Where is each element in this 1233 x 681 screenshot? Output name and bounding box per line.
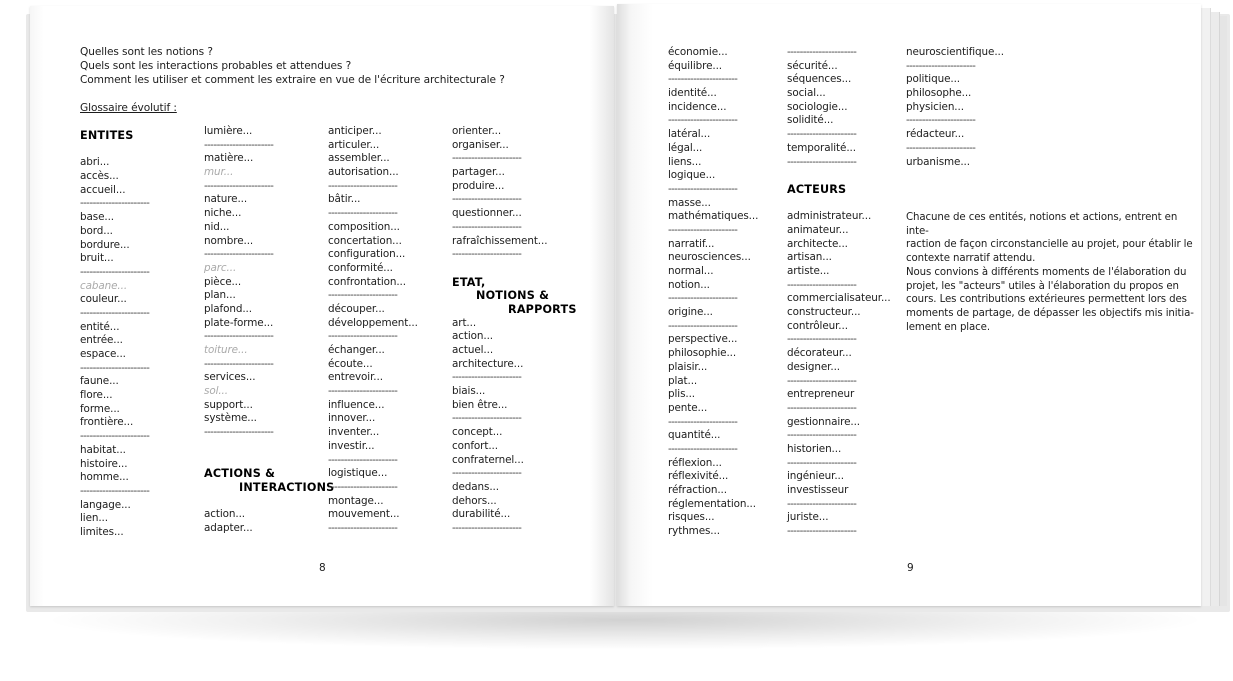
glossary-term: investir... <box>328 439 375 452</box>
separator-line: ---------------------- <box>787 497 857 510</box>
glossary-term: lien... <box>80 512 108 525</box>
glossary-term: forme... <box>80 402 120 415</box>
glossary-term: découper... <box>328 302 385 315</box>
separator-line: ---------------------- <box>668 319 738 332</box>
glossary-term: réglementation... <box>668 497 756 510</box>
glossary-term: plaisir... <box>668 360 708 373</box>
separator-line: ---------------------- <box>328 289 398 302</box>
glossary-term: frontière... <box>80 416 134 429</box>
glossary-term: cabane... <box>80 279 128 292</box>
glossary-term: autorisation... <box>328 166 399 179</box>
glossary-term: faune... <box>80 375 119 388</box>
spacer <box>80 143 149 157</box>
glossary-term: plan... <box>204 289 236 302</box>
glossary-term: matière... <box>204 152 254 165</box>
glossary-term: animateur... <box>787 223 849 236</box>
glossary-term: logistique... <box>328 467 388 480</box>
glossary-term: nombre... <box>204 234 254 247</box>
glossary-term: historien... <box>787 442 842 455</box>
glossary-column-entites <box>80 129 149 540</box>
glossary-term: normal... <box>668 265 714 277</box>
glossary-term: confort... <box>452 439 498 452</box>
glossary-term: liens... <box>668 155 702 168</box>
separator-line: ---------------------- <box>787 401 857 414</box>
section-heading: NOTIONS & <box>476 289 550 303</box>
glossary-term: risques... <box>668 511 715 524</box>
separator-line: ---------------------- <box>787 278 857 291</box>
separator-line: ---------------------- <box>787 155 857 168</box>
glossary-term: abri... <box>80 156 110 169</box>
glossary-term: limites... <box>80 525 124 538</box>
glossary-term: quantité... <box>668 429 721 442</box>
glossary-term: pièce... <box>204 275 242 288</box>
glossary-term: dehors... <box>452 494 497 507</box>
glossary-term: entrepreneur <box>787 388 855 401</box>
separator-line: ---------------------- <box>328 385 398 398</box>
glossary-term: constructeur... <box>787 306 861 319</box>
glossary-term: incidence... <box>668 100 727 113</box>
glossary-term: nature... <box>204 193 248 206</box>
separator-line: ---------------------- <box>787 333 857 346</box>
glossary-term: neurosciences... <box>668 251 751 264</box>
separator-line: ---------------------- <box>204 330 274 343</box>
glossary-term: temporalité... <box>787 141 856 154</box>
glossary-term: nid... <box>204 220 230 233</box>
glossary-term: séquences... <box>787 73 852 86</box>
spacer <box>452 262 577 276</box>
glossary-term: lumière... <box>204 125 253 137</box>
glossary-term: parc... <box>204 261 237 274</box>
separator-line: ---------------------- <box>452 467 522 480</box>
glossary-term: bruit... <box>80 252 114 265</box>
separator-line: ---------------------- <box>80 361 150 374</box>
glossary-term: services... <box>204 371 256 384</box>
separator-line: ---------------------- <box>668 415 738 428</box>
separator-line: ---------------------- <box>787 456 857 469</box>
glossary-term: plafond... <box>204 302 252 315</box>
separator-line: ---------------------- <box>204 248 274 261</box>
glossary-term: organiser... <box>452 138 509 151</box>
glossary-term: bâtir... <box>328 193 361 206</box>
separator-line: ---------------------- <box>787 374 857 387</box>
separator-line: ---------------------- <box>668 442 738 455</box>
glossary-term: concept... <box>452 426 503 439</box>
glossary-term: confraternel... <box>452 453 524 466</box>
glossary-term: accès... <box>80 170 119 183</box>
separator-line: ---------------------- <box>452 371 522 384</box>
glossary-term: décorateur... <box>787 347 852 360</box>
glossary-term: influence... <box>328 398 385 411</box>
spacer <box>204 495 334 509</box>
glossary-term: social... <box>787 87 826 100</box>
separator-line: ---------------------- <box>668 292 738 305</box>
glossary-term: bien être... <box>452 398 508 411</box>
glossary-term: philosophie... <box>668 347 737 360</box>
section-heading: INTERACTIONS <box>239 480 335 494</box>
separator-line: ---------------------- <box>328 453 398 466</box>
glossary-term: développement... <box>328 316 418 329</box>
glossary-term: confrontation... <box>328 275 406 288</box>
separator-line: ---------------------- <box>668 114 738 127</box>
separator-line: ---------------------- <box>204 138 274 151</box>
right-page <box>617 4 1201 606</box>
glossary-term: biais... <box>452 385 486 398</box>
glossary-term: espace... <box>80 348 126 360</box>
glossary-term: plis... <box>668 388 695 401</box>
section-heading: ETAT, <box>452 275 486 289</box>
glossary-term: plat... <box>668 374 698 387</box>
glossary-term: langage... <box>80 498 131 511</box>
glossary-term: ingénieur... <box>787 470 844 483</box>
intro-paragraph-2: Nous convions à différents moments de l'élaboration du projet, les "acteurs" utiles à l'élaboration du propos en cours. Les contributions extérieures permettent lors des moments de partage, de dépasser les objectifs mis initia- lement en place. <box>906 267 1194 333</box>
glossary-column-5 <box>668 46 758 539</box>
glossary-term: questionner... <box>452 207 522 220</box>
glossary-term: articuler... <box>328 138 380 151</box>
separator-line: ---------------------- <box>452 412 522 425</box>
section-heading: ACTIONS & <box>204 467 276 481</box>
glossary-term: niche... <box>204 207 242 220</box>
separator-line: ---------------------- <box>328 330 398 343</box>
spacer <box>787 197 891 211</box>
glossary-term: anticiper... <box>328 125 382 137</box>
page-number: 9 <box>907 562 914 574</box>
glossary-term: inventer... <box>328 426 380 439</box>
separator-line: ---------------------- <box>80 484 150 497</box>
glossary-term: architecture... <box>452 357 524 370</box>
glossary-term: accueil... <box>80 183 126 196</box>
separator-line: ---------------------- <box>204 426 274 439</box>
separator-line: ---------------------- <box>787 525 857 538</box>
glossary-term: produire... <box>452 179 505 192</box>
separator-line: ---------------------- <box>452 220 522 233</box>
glossary-term: art... <box>452 316 477 329</box>
glossary-term: innover... <box>328 412 376 425</box>
glossary-term: designer... <box>787 360 840 373</box>
glossary-column-2 <box>204 125 334 536</box>
glossary-term: commercialisateur... <box>787 292 891 305</box>
glossary-term: solidité... <box>787 114 834 127</box>
question-2: Quels sont les interactions probables et attendues ? <box>80 60 352 72</box>
glossary-term: action... <box>452 330 493 343</box>
glossary-term: masse... <box>668 196 711 209</box>
glossary-term: identité... <box>668 87 717 100</box>
separator-line: ---------------------- <box>452 193 522 206</box>
left-page <box>30 6 614 606</box>
glossary-term: juriste... <box>787 511 829 524</box>
glossary-term: neuroscientifique... <box>906 46 1004 58</box>
separator-line: ---------------------- <box>328 207 398 220</box>
glossary-term: adapter... <box>204 521 253 534</box>
glossary-column-3 <box>328 125 418 536</box>
glossary-term: logique... <box>668 169 716 182</box>
glossary-column-4 <box>452 125 577 536</box>
glossary-term: légal... <box>668 141 703 154</box>
glossary-term: architecte... <box>787 237 848 250</box>
glossary-term: bord... <box>80 224 113 237</box>
glossary-term: réfraction... <box>668 484 727 496</box>
glossary-term: réflexivité... <box>668 470 729 483</box>
question-1: Quelles sont les notions ? <box>80 46 213 58</box>
glossary-term: écoute... <box>328 357 373 370</box>
glossary-term: entrée... <box>80 334 123 347</box>
glossary-term: notion... <box>668 278 710 291</box>
glossary-term: couleur... <box>80 293 127 306</box>
separator-line: ---------------------- <box>80 430 150 443</box>
glossary-term: équilibre... <box>668 59 722 72</box>
glossary-column-7 <box>906 46 1004 169</box>
section-heading: ENTITES <box>80 129 134 142</box>
separator-line: ---------------------- <box>787 128 857 141</box>
spacer <box>204 454 334 468</box>
separator-line: ---------------------- <box>452 248 522 261</box>
glossary-term: administrateur... <box>787 210 872 223</box>
glossary-term: histoire... <box>80 457 128 470</box>
page-edges <box>1201 8 1211 606</box>
glossary-term: narratif... <box>668 237 715 250</box>
glossary-term: contrôleur... <box>787 319 848 332</box>
glossary-term: bordure... <box>80 238 130 251</box>
glossary-title: Glossaire évolutif : <box>80 102 177 114</box>
separator-line: ---------------------- <box>80 265 150 278</box>
separator-line: ---------------------- <box>452 521 522 534</box>
glossary-term: dedans... <box>452 480 499 493</box>
glossary-term: entrevoir... <box>328 371 383 384</box>
separator-line: ---------------------- <box>906 59 976 72</box>
page-number: 8 <box>319 562 326 574</box>
separator-line: ---------------------- <box>787 429 857 442</box>
glossary-term: homme... <box>80 471 129 484</box>
glossary-term: sol... <box>204 385 228 398</box>
separator-line: ---------------------- <box>668 73 738 86</box>
glossary-term: échanger... <box>328 344 385 356</box>
glossary-term: plate-forme... <box>204 316 274 329</box>
glossary-term: assembler... <box>328 152 390 165</box>
separator-line: ---------------------- <box>328 179 398 192</box>
separator-line: ---------------------- <box>906 114 976 127</box>
glossary-term: sécurité... <box>787 59 838 72</box>
glossary-term: artiste... <box>787 265 830 277</box>
glossary-term: sociologie... <box>787 100 848 113</box>
glossary-term: mur... <box>204 166 234 179</box>
separator-line: ---------------------- <box>328 480 398 493</box>
glossary-term: base... <box>80 211 114 224</box>
glossary-term: économie... <box>668 46 728 58</box>
glossary-term: mouvement... <box>328 508 400 521</box>
separator-line: ---------------------- <box>787 46 857 58</box>
glossary-term: perspective... <box>668 333 738 346</box>
separator-line: ---------------------- <box>906 141 976 154</box>
glossary-term: rédacteur... <box>906 128 965 141</box>
separator-line: ---------------------- <box>80 197 150 210</box>
glossary-term: action... <box>204 508 245 521</box>
separator-line: ---------------------- <box>204 357 274 370</box>
section-heading: ACTEURS <box>787 182 847 196</box>
separator-line: ---------------------- <box>452 152 522 165</box>
glossary-term: mathématiques... <box>668 210 759 223</box>
glossary-term: réflexion... <box>668 456 722 469</box>
glossary-term: conformité... <box>328 261 393 274</box>
glossary-term: gestionnaire... <box>787 415 860 428</box>
intro-paragraph-1: Chacune de ces entités, notions et actions, entrent en inte- raction de façon circonstancielle au projet, pour établir le contexte narratif attendu. <box>906 212 1193 265</box>
spacer <box>204 440 334 454</box>
glossary-term: actuel... <box>452 344 494 356</box>
glossary-term: flore... <box>80 389 113 402</box>
separator-line: ---------------------- <box>668 182 738 195</box>
glossary-term: artisan... <box>787 251 832 264</box>
glossary-term: investisseur <box>787 484 849 496</box>
separator-line: ---------------------- <box>328 521 398 534</box>
glossary-term: politique... <box>906 73 960 86</box>
glossary-term: orienter... <box>452 125 502 137</box>
glossary-term: montage... <box>328 494 384 507</box>
glossary-term: système... <box>204 412 257 425</box>
glossary-term: toiture... <box>204 344 248 356</box>
glossary-term: origine... <box>668 306 713 319</box>
question-3: Comment les utiliser et comment les extraire en vue de l'écriture architecturale ? <box>80 74 505 86</box>
glossary-term: latéral... <box>668 128 711 141</box>
glossary-term: rafraîchissement... <box>452 234 548 247</box>
glossary-term: pente... <box>668 401 708 414</box>
glossary-term: configuration... <box>328 248 406 261</box>
glossary-term: composition... <box>328 220 400 233</box>
spacer <box>787 169 891 183</box>
glossary-term: rythmes... <box>668 525 720 538</box>
glossary-term: partager... <box>452 166 505 179</box>
glossary-term: support... <box>204 398 253 411</box>
page-edges <box>1219 16 1227 606</box>
glossary-term: habitat... <box>80 443 126 456</box>
glossary-term: urbanisme... <box>906 155 970 168</box>
glossary-column-acteurs <box>787 46 891 539</box>
glossary-term: concertation... <box>328 234 402 247</box>
glossary-term: physicien... <box>906 100 964 113</box>
separator-line: ---------------------- <box>80 306 150 319</box>
page-edges <box>1210 12 1220 606</box>
glossary-term: durabilité... <box>452 508 511 521</box>
glossary-term: entité... <box>80 320 120 333</box>
section-heading: RAPPORTS <box>508 302 577 316</box>
separator-line: ---------------------- <box>204 179 274 192</box>
separator-line: ---------------------- <box>668 223 738 236</box>
glossary-term: philosophe... <box>906 87 972 100</box>
